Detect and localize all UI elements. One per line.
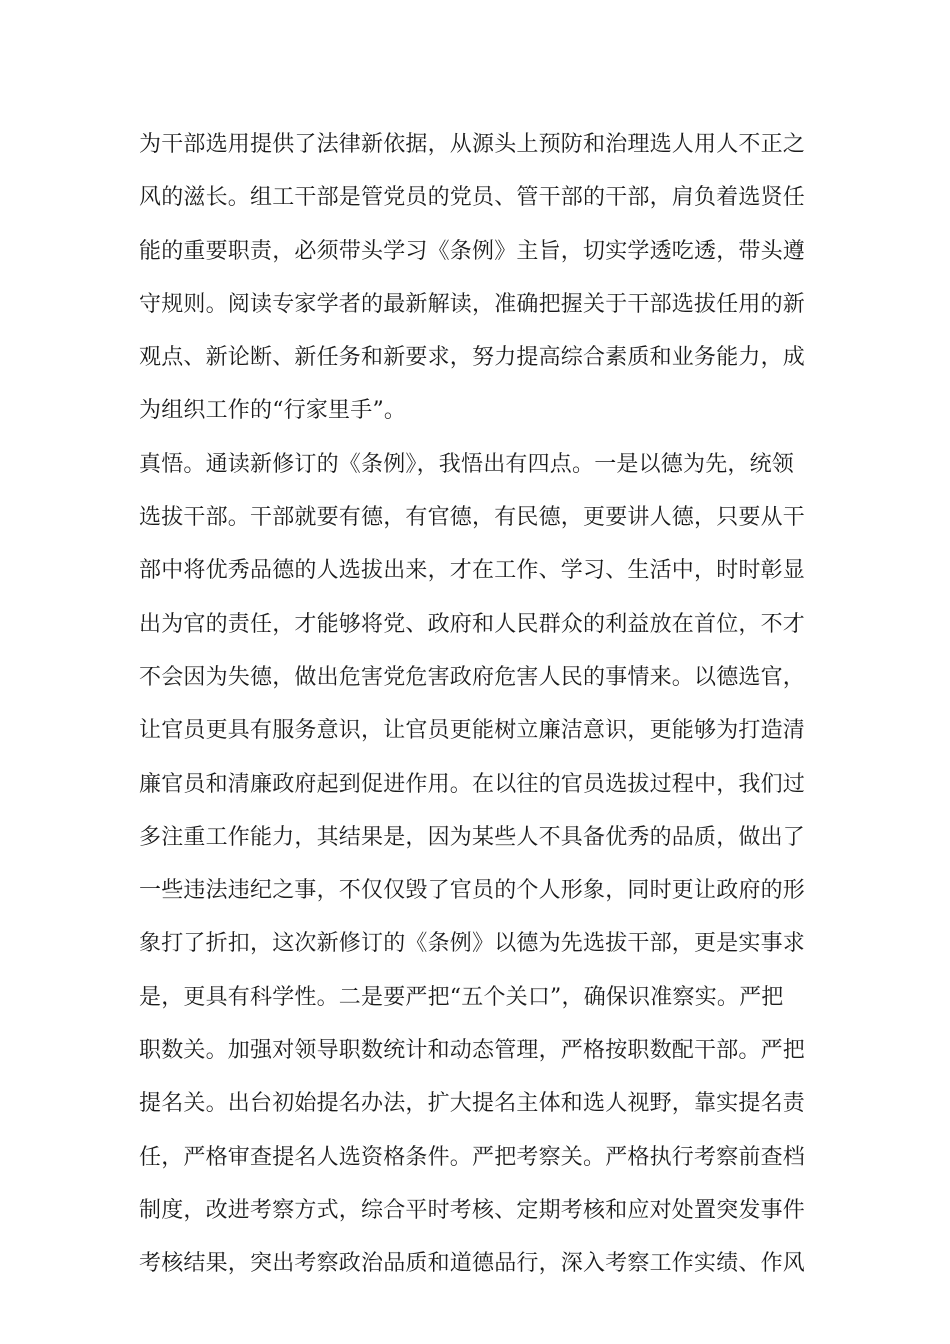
- text-line: 象打了折扣，这次新修订的《条例》以德为先选拔干部，更是实事求: [139, 931, 806, 957]
- text-line: 真悟。通读新修订的《条例》，我悟出有四点。一是以德为先，统领: [139, 451, 795, 477]
- text-line: 出为官的责任，才能够将党、政府和人民群众的利益放在首位，不才: [139, 611, 806, 637]
- text-line: 部中将优秀品德的人选拔出来，才在工作、学习、生活中，时时彰显: [139, 558, 806, 584]
- text-line: 守规则。阅读专家学者的最新解读，准确把握关于干部选拔任用的新: [139, 291, 806, 317]
- text-line: 为干部选用提供了法律新依据，从源头上预防和治理选人用人不正之: [139, 132, 806, 157]
- text-line: 一些违法违纪之事，不仅仅毁了官员的个人形象，同时更让政府的形: [139, 878, 806, 904]
- text-line: 让官员更具有服务意识，让官员更能树立廉洁意识，更能够为打造清: [139, 718, 806, 744]
- text-line: 观点、新论断、新任务和新要求，努力提高综合素质和业务能力，成: [139, 345, 806, 371]
- text-line: 风的滋长。组工干部是管党员的党员、管干部的干部，肩负着选贤任: [139, 185, 806, 211]
- text-line: 多注重工作能力，其结果是，因为某些人不具备优秀的品质，做出了: [139, 824, 806, 850]
- text-line: 能的重要职责，必须带头学习《条例》主旨，切实学透吃透，带头遵: [139, 238, 806, 264]
- text-line: 不会因为失德，做出危害党危害政府危害人民的事情来。以德选官，: [139, 664, 806, 690]
- text-line: 考核结果，突出考察政治品质和道德品行，深入考察工作实绩、作风: [139, 1251, 806, 1277]
- text-line: 廉官员和清廉政府起到促进作用。在以往的官员选拔过程中，我们过: [139, 771, 806, 797]
- text-line: 是，更具有科学性。二是要严把“五个关口”，确保识准察实。严把: [139, 984, 784, 1010]
- text-line: 提名关。出台初始提名办法，扩大提名主体和选人视野，靠实提名责: [139, 1091, 806, 1117]
- body-text: [139, 118, 829, 1291]
- text-line: 选拔干部。干部就要有德，有官德，有民德，更要讲人德，只要从干: [139, 505, 806, 531]
- text-line: 制度，改进考察方式，综合平时考核、定期考核和应对处置突发事件: [139, 1197, 806, 1223]
- text-line: 为组织工作的“行家里手”。: [139, 398, 407, 424]
- text-line: 任，严格审查提名人选资格条件。严把考察关。严格执行考察前查档: [139, 1144, 806, 1170]
- text-line: 职数关。加强对领导职数统计和动态管理，严格按职数配干部。严把: [139, 1038, 806, 1064]
